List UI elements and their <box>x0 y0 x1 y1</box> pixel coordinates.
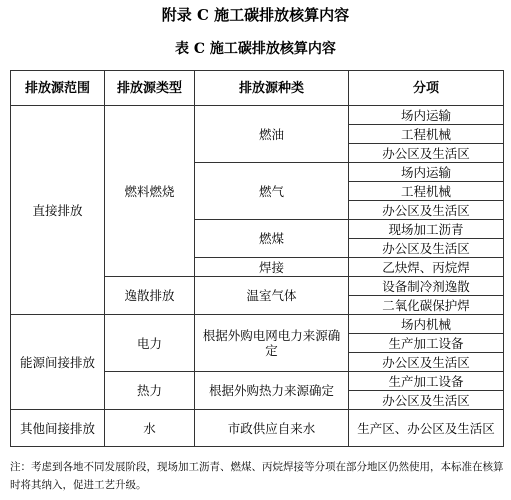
type-water: 水 <box>105 410 195 447</box>
item-cell: 办公区及生活区 <box>349 391 504 410</box>
type-fugitive: 逸散排放 <box>105 277 195 315</box>
header-item: 分项 <box>349 71 504 106</box>
scope-energy: 能源间接排放 <box>11 315 105 410</box>
item-cell: 现场加工沥青 <box>349 220 504 239</box>
kind-gas: 燃气 <box>195 163 349 220</box>
kind-grid: 根据外购电网电力来源确定 <box>195 315 349 372</box>
item-cell: 二氧化碳保护焊 <box>349 296 504 315</box>
item-cell: 生产区、办公区及生活区 <box>349 410 504 447</box>
item-cell: 生产加工设备 <box>349 334 504 353</box>
item-cell: 生产加工设备 <box>349 372 504 391</box>
item-cell: 办公区及生活区 <box>349 201 504 220</box>
type-power: 电力 <box>105 315 195 372</box>
header-type: 排放源类型 <box>105 71 195 106</box>
scope-direct: 直接排放 <box>11 106 105 315</box>
type-heat: 热力 <box>105 372 195 410</box>
item-cell: 场内运输 <box>349 106 504 125</box>
kind-ghg: 温室气体 <box>195 277 349 315</box>
kind-municipal: 市政供应自来水 <box>195 410 349 447</box>
table-row <box>11 106 504 125</box>
kind-heatsrc: 根据外购热力来源确定 <box>195 372 349 410</box>
item-cell: 设备制冷剂逸散 <box>349 277 504 296</box>
kind-coal: 燃煤 <box>195 220 349 258</box>
item-cell: 办公区及生活区 <box>349 353 504 372</box>
header-kind: 排放源种类 <box>195 71 349 106</box>
appendix-title: 附录 C 施工碳排放核算内容 <box>161 6 350 24</box>
table-row <box>11 410 504 447</box>
item-cell: 办公区及生活区 <box>349 239 504 258</box>
item-cell: 乙炔焊、丙烷焊 <box>349 258 504 277</box>
type-fuel: 燃料燃烧 <box>105 106 195 277</box>
table-header-row <box>11 71 504 106</box>
item-cell: 工程机械 <box>349 125 504 144</box>
header-scope: 排放源范围 <box>11 71 105 106</box>
table-row <box>11 315 504 334</box>
kind-weld: 焊接 <box>195 258 349 277</box>
carbon-accounting-table <box>10 70 504 447</box>
item-cell: 场内机械 <box>349 315 504 334</box>
table-note: 注：考虑到各地不同发展阶段，现场加工沥青、燃煤、丙烷焊接等分项在部分地区仍然使用，本标准在核算时将其纳入，促进工艺升级。 <box>10 461 504 491</box>
item-cell: 场内运输 <box>349 163 504 182</box>
table-caption: 表 C 施工碳排放核算内容 <box>175 41 336 57</box>
scope-other: 其他间接排放 <box>11 410 105 447</box>
kind-oil: 燃油 <box>195 106 349 163</box>
item-cell: 办公区及生活区 <box>349 144 504 163</box>
item-cell: 工程机械 <box>349 182 504 201</box>
